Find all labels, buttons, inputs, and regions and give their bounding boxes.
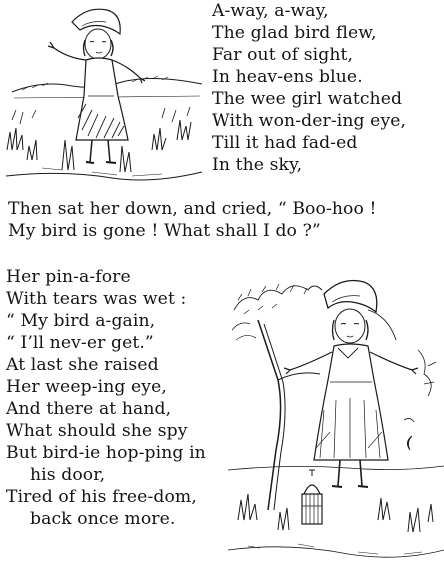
poem-line: And there at hand, (6, 399, 172, 419)
girl-with-birdcage-illustration (228, 270, 444, 569)
girl-in-meadow-illustration (2, 0, 207, 190)
poem-line: The wee girl watched (212, 89, 403, 109)
poem-line: With tears was wet : (6, 289, 187, 309)
poem-line: In heav-ens blue. (212, 67, 363, 87)
poem-line: But bird-ie hop-ping in (6, 443, 206, 463)
stanza-one (212, 0, 406, 176)
poem-line: back once more. (30, 509, 176, 529)
poem-line: A-way, a-way, (212, 1, 329, 21)
poem-line: In the sky, (212, 155, 303, 175)
stanza-one-closing (8, 198, 377, 242)
poem-line: My bird is gone ! What shall I do ?” (8, 221, 321, 241)
poem-line: Her pin-a-fore (6, 267, 131, 287)
poem-line: The glad bird flew, (212, 23, 377, 43)
poem-line: Till it had fad-ed (212, 133, 358, 153)
stanza-two (6, 266, 206, 530)
poem-line: “ I’ll nev-er get.” (6, 333, 154, 353)
poem-line: Far out of sight, (212, 45, 354, 65)
poem-line: “ My bird a-gain, (6, 311, 156, 331)
poem-line: With won-der-ing eye, (212, 111, 407, 131)
poem-line: Tired of his free-dom, (6, 487, 197, 507)
poem-line: Then sat her down, and cried, “ Boo-hoo ! (8, 199, 377, 219)
poem-line: Her weep-ing eye, (6, 377, 167, 397)
poem-line: his door, (30, 465, 106, 485)
poem-line: What should she spy (6, 421, 188, 441)
poem-line: At last she raised (6, 355, 159, 375)
